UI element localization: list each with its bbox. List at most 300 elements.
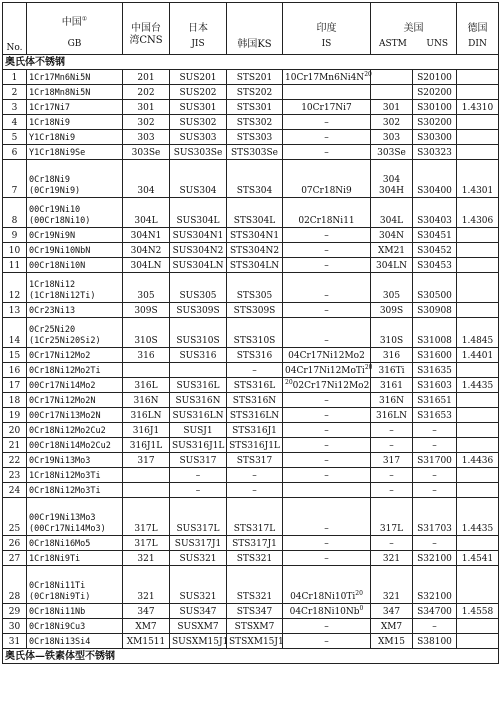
astm-grade-text: 302 [382,118,401,128]
cell-uns [413,160,457,198]
cell-astm [371,85,413,100]
cell-din [457,100,499,115]
astm-grade-text: 316LN [375,411,408,421]
astm-grade-text: XM7 [380,622,403,632]
ks-grade-text: – [252,486,257,496]
cell-uns [413,243,457,258]
row-number-text: 8 [11,216,18,226]
cell-gb [27,453,123,468]
cell-jis [170,70,227,85]
cell-ks [227,303,283,318]
jis-grade-text: SUS317J1 [174,539,222,549]
is-grade-text: 07Cr18Ni9 [301,186,352,196]
cell-gb [27,393,123,408]
row-number-text: 16 [8,366,21,376]
is-grade-text: 04Cr18Ni10Nb [289,607,360,617]
ks-grade-text: STS309S [233,306,276,316]
cell-ks [227,85,283,100]
header-germany-din: 德国 DIN [457,3,499,55]
cell-uns [413,273,457,303]
row-number-text: 11 [8,261,21,271]
cell-ks [227,498,283,536]
cell-din [457,619,499,634]
cell-cns [123,85,170,100]
cell-gb [27,348,123,363]
table-row [3,393,499,408]
cell-uns [413,498,457,536]
jis-grade-text: SUS301 [179,103,217,113]
uns-number-text: – [432,622,437,632]
cell-uns [413,145,457,160]
uns-number-text: S20200 [417,88,452,98]
is-grade-text: – [324,622,329,632]
cell-astm [371,160,413,198]
row-number [3,536,27,551]
cell-din [457,303,499,318]
cns-grade-text: 309S [134,306,158,316]
table-row [3,130,499,145]
gb-grade-text: 1Cr17Ni7 [29,103,70,113]
steel-grade-comparison-table [2,2,499,664]
ks-grade-text: STSXM7 [234,622,275,632]
cell-jis [170,566,227,604]
table-row [3,619,499,634]
ks-grade-text: STS321 [236,592,273,602]
cell-ks [227,619,283,634]
cell-din [457,453,499,468]
cell-is [283,70,371,85]
jis-grade-text: SUS316 [179,351,217,361]
astm-grade-text: 303 [382,133,401,143]
cell-din [457,273,499,303]
cell-astm [371,115,413,130]
gb-grade-text: (1Cr25Ni20Si2) [29,336,101,346]
uns-number-text: S30500 [417,291,452,301]
cell-uns [413,198,457,228]
is-grade-text: 10Cr17Ni7 [301,103,352,113]
cell-ks [227,408,283,423]
ks-grade-text: STS317L [233,524,276,534]
cns-grade-text: 316 [137,351,155,361]
cell-ks [227,363,283,378]
cell-jis [170,634,227,649]
cell-uns [413,566,457,604]
cell-gb [27,604,123,619]
cell-astm [371,468,413,483]
cell-jis [170,483,227,498]
table-row [3,100,499,115]
uns-number-text: S31603 [417,381,452,391]
is-grade-text: – [324,539,329,549]
cell-gb [27,634,123,649]
ks-grade-text: STS304 [236,186,273,196]
section-row-duplex [3,649,499,664]
jis-grade-text: SUS305 [179,291,217,301]
cell-is [283,498,371,536]
is-grade-text: – [324,246,329,256]
jis-grade-text: SUSXM7 [177,622,219,632]
cell-ks [227,130,283,145]
cell-cns [123,318,170,348]
row-number-text: 30 [8,622,21,632]
gb-grade-text: 00Cr19Ni10 [29,205,81,215]
jis-grade-text: SUS309S [176,306,220,316]
header-usa: 美国 ASTM UNS [371,3,457,55]
jis-grade-text: SUS321 [179,592,217,602]
cell-gb [27,100,123,115]
cell-jis [170,303,227,318]
cell-uns [413,258,457,273]
cell-astm [371,100,413,115]
ks-grade-text: STS316J1 [232,426,277,436]
cell-ks [227,258,283,273]
cell-gb [27,145,123,160]
gb-grade-text: 0Cr18Ni12Mo2Ti [29,366,101,376]
jis-grade-text: SUS317L [176,524,220,534]
row-number [3,318,27,348]
cell-astm [371,198,413,228]
row-number-text: 7 [11,186,18,196]
cell-din [457,198,499,228]
cell-din [457,258,499,273]
din-number-text: 1.4435 [461,381,494,391]
is-grade-text: – [324,637,329,647]
cell-astm [371,498,413,536]
cns-grade-text: 305 [137,291,155,301]
gb-grade-text: 1Cr18Ni12Mo3Ti [29,471,101,481]
jis-grade-text: SUSJ1 [183,426,213,436]
cell-astm [371,303,413,318]
cell-jis [170,393,227,408]
cell-uns [413,100,457,115]
cell-ks [227,273,283,303]
table-row [3,483,499,498]
jis-grade-text: SUS302 [179,118,217,128]
cns-grade-text: 347 [137,607,155,617]
cell-uns [413,70,457,85]
cell-uns [413,228,457,243]
cell-is [283,115,371,130]
cell-ks [227,393,283,408]
row-number [3,258,27,273]
astm-grade-text: 3161 [380,381,403,391]
table-row [3,348,499,363]
uns-number-text: S30451 [417,231,452,241]
cell-astm [371,634,413,649]
ks-grade-text: STS316L [233,381,276,391]
cell-cns [123,160,170,198]
section-row-austenitic [3,55,499,70]
is-grade-text: – [324,524,329,534]
din-number-text: 1.4306 [461,216,494,226]
uns-number-text: S30323 [417,148,452,158]
table-row [3,318,499,348]
cell-din [457,348,499,363]
jis-grade-text: SUS303Se [173,148,223,158]
jis-grade-text: SUS317 [179,456,217,466]
cell-jis [170,453,227,468]
astm-grade-text: 304N [378,231,405,241]
row-number [3,303,27,318]
table-row [3,536,499,551]
cell-jis [170,423,227,438]
jis-grade-text: SUS202 [179,88,217,98]
row-number [3,100,27,115]
row-number [3,498,27,536]
ks-grade-text: STS301 [236,103,273,113]
row-number-text: 20 [8,426,21,436]
header-india-is: 印度 IS [283,3,371,55]
cell-jis [170,85,227,100]
cns-grade-text: 303 [137,133,155,143]
gb-grade-text: 0Cr18Ni12Mo3Ti [29,486,101,496]
cns-grade-text: 321 [137,592,155,602]
cell-is [283,145,371,160]
cell-gb [27,85,123,100]
cell-jis [170,468,227,483]
is-grade-text: – [324,411,329,421]
row-number [3,378,27,393]
cns-grade-text: 304LN [130,261,162,271]
cell-cns [123,453,170,468]
cell-ks [227,604,283,619]
cell-is [283,438,371,453]
cns-grade-text: 316N [133,396,159,406]
row-number-text: 3 [11,103,18,113]
cell-uns [413,483,457,498]
cell-cns [123,378,170,393]
ks-grade-text: STS305 [236,291,273,301]
astm-grade-text: 317L [379,524,404,534]
table-row [3,228,499,243]
is-footnote: 20 [355,590,363,597]
uns-number-text: S30200 [417,118,452,128]
row-number-text: 21 [8,441,21,451]
cns-grade-text: 317L [134,524,158,534]
table-row [3,423,499,438]
gb-grade-text: Y1Cr18Ni9 [29,133,76,143]
jis-grade-text: – [195,486,201,496]
is-grade-text: – [324,306,329,316]
cell-is [283,453,371,468]
jis-grade-text: SUSXM15J1 [172,637,229,647]
row-number [3,566,27,604]
astm-grade-text: 321 [382,554,401,564]
astm-grade-text: – [389,539,394,549]
cell-gb [27,408,123,423]
cell-jis [170,378,227,393]
row-number-text: 17 [8,381,21,391]
cell-jis [170,115,227,130]
uns-number-text: – [432,426,437,436]
ks-grade-text: STS316N [232,396,277,406]
cns-grade-text: 303Se [131,148,161,158]
uns-number-text: S30452 [417,246,452,256]
cell-cns [123,393,170,408]
cell-gb [27,70,123,85]
jis-grade-text: SUS304 [179,186,217,196]
cns-grade-text: 302 [137,118,155,128]
cell-ks [227,145,283,160]
cell-din [457,85,499,100]
row-number-text: 26 [8,539,21,549]
cell-is [283,378,371,393]
cell-din [457,318,499,348]
cns-grade-text: 321 [137,554,155,564]
uns-number-text: S31600 [417,351,452,361]
cns-grade-text: 317L [134,539,158,549]
cell-gb [27,551,123,566]
row-number-text: 28 [8,592,21,602]
cell-astm [371,243,413,258]
cell-ks [227,438,283,453]
uns-number-text: S38100 [417,637,452,647]
cell-cns [123,423,170,438]
table-row [3,85,499,100]
cell-is [283,243,371,258]
cell-uns [413,363,457,378]
cell-cns [123,566,170,604]
jis-grade-text: SUS304N2 [172,246,224,256]
astm-grade-text: – [389,441,394,451]
cell-astm [371,348,413,363]
astm-grade-text: 316N [378,396,405,406]
jis-grade-text: – [195,471,201,481]
section-title: 奥氏体不锈钢 [3,55,499,70]
uns-number-text: – [432,539,437,549]
astm-grade-text: 304H [378,186,405,196]
uns-number-text: S30403 [417,216,452,226]
header-row [3,3,499,55]
row-number [3,115,27,130]
uns-number-text: S30300 [417,133,452,143]
row-number [3,551,27,566]
is-grade-text: – [324,336,329,346]
cell-jis [170,536,227,551]
row-number [3,423,27,438]
gb-grade-text: 0Cr19Ni10NbN [29,246,91,256]
table-row [3,70,499,85]
cell-is [283,566,371,604]
table-row [3,160,499,198]
row-number-text: 19 [8,411,21,421]
uns-number-text: S30453 [417,261,452,271]
ks-grade-text: STS303 [236,133,273,143]
row-number [3,604,27,619]
table-row [3,243,499,258]
gb-grade-text: Y1Cr18Ni9Se [29,148,86,158]
gb-grade-text: 0Cr23Ni13 [29,306,76,316]
row-number-text: 5 [11,133,18,143]
ks-grade-text: STS202 [236,88,273,98]
cell-is [283,258,371,273]
cell-ks [227,634,283,649]
cell-is [283,100,371,115]
cell-is [283,551,371,566]
cell-gb [27,498,123,536]
cell-jis [170,498,227,536]
cell-astm [371,551,413,566]
row-number [3,408,27,423]
cell-ks [227,243,283,258]
row-number [3,160,27,198]
cell-uns [413,551,457,566]
ks-grade-text: STS304LN [229,261,280,271]
gb-grade-text: 0Cr18Ni12Mo2Cu2 [29,426,106,436]
cell-uns [413,634,457,649]
cell-astm [371,318,413,348]
section-title: 奥氏体—铁素体型不锈钢 [3,649,499,664]
table-row [3,145,499,160]
cell-astm [371,536,413,551]
astm-grade-text: 304L [379,216,404,226]
cell-gb [27,483,123,498]
cell-cns [123,243,170,258]
din-number-text: 1.4436 [461,456,494,466]
row-number [3,228,27,243]
cell-is [283,483,371,498]
cell-is [283,85,371,100]
cell-is [283,423,371,438]
jis-grade-text: SUS316J1L [172,441,225,451]
cell-ks [227,378,283,393]
cell-astm [371,438,413,453]
cell-jis [170,408,227,423]
table-row [3,438,499,453]
cell-din [457,423,499,438]
jis-grade-text: SUS316N [175,396,221,406]
uns-number-text: – [432,471,437,481]
uns-number-text: S31008 [417,336,452,346]
cell-uns [413,619,457,634]
astm-grade-text: – [389,426,394,436]
cell-din [457,115,499,130]
uns-number-text: S32100 [417,592,452,602]
cell-cns [123,273,170,303]
cell-astm [371,130,413,145]
cns-grade-text: 316J1 [132,426,160,436]
gb-grade-text: 0Cr17Ni12Mo2 [29,351,91,361]
astm-grade-text: XM21 [377,246,406,256]
cell-jis [170,160,227,198]
header-taiwan-cns: 中国台 湾CNS [123,3,170,55]
row-number [3,243,27,258]
cns-grade-text: XM7 [135,622,157,632]
cell-astm [371,483,413,498]
cell-is [283,634,371,649]
astm-grade-text: 347 [382,607,401,617]
table-row [3,303,499,318]
cell-uns [413,438,457,453]
is-footnote: 0 [359,605,364,612]
gb-grade-text: 00Cr17Ni14Mo2 [29,381,96,391]
table-row [3,408,499,423]
cell-cns [123,483,170,498]
cell-ks [227,453,283,468]
jis-grade-text: SUS304L [176,216,220,226]
row-number-text: 22 [8,456,21,466]
cell-gb [27,566,123,604]
astm-grade-text: – [389,471,394,481]
cell-jis [170,228,227,243]
ks-grade-text: STS304N2 [229,246,280,256]
row-number [3,198,27,228]
row-number [3,483,27,498]
cell-jis [170,198,227,228]
din-number-text: 1.4435 [461,524,494,534]
gb-grade-text: 00Cr19Ni13Mo3 [29,513,96,523]
is-grade-text: – [324,231,329,241]
